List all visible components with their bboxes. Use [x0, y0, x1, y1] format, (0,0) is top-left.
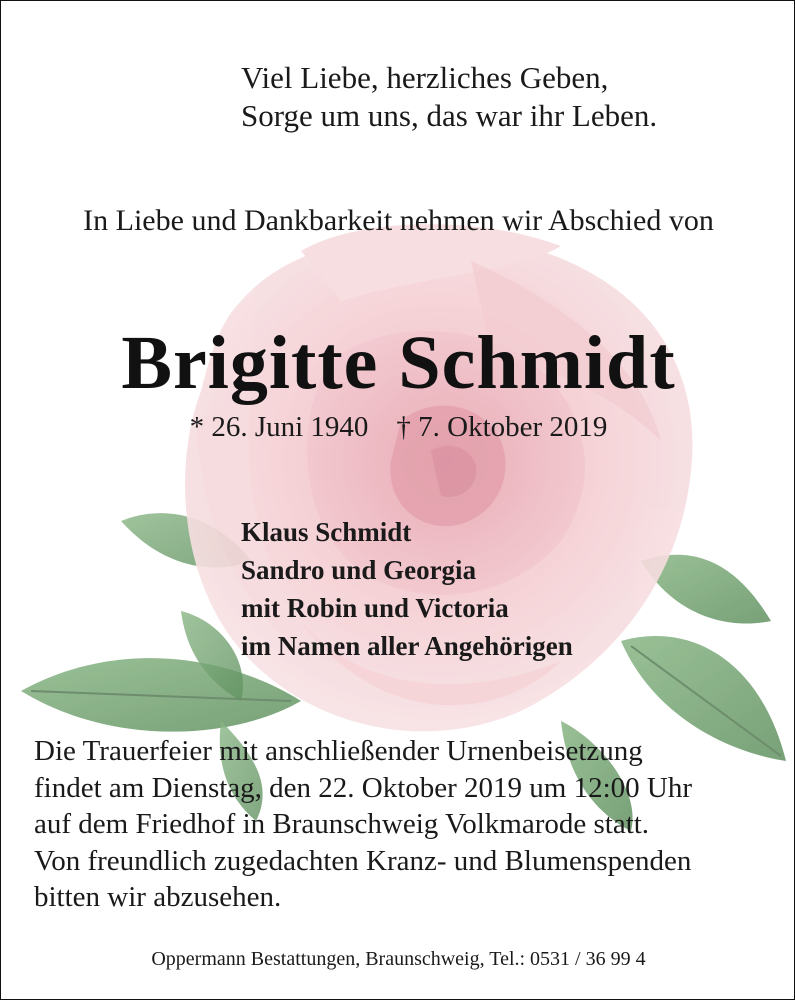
mourners-list: [241, 513, 573, 665]
verse-line: Viel Liebe, herzliches Geben,: [241, 60, 609, 95]
service-line: findet am Dienstag, den 22. Oktober 2019 um 12:00 Uhr: [34, 771, 693, 804]
mourner-line: Klaus Schmidt: [241, 517, 412, 547]
verse-line: Sorge um uns, das war ihr Leben.: [241, 98, 658, 133]
mourner-line: Sandro und Georgia: [241, 555, 477, 585]
verse: [241, 59, 657, 135]
death-date: † 7. Oktober 2019: [396, 411, 608, 443]
birth-date: * 26. Juni 1940: [189, 411, 369, 443]
service-line: Die Trauerfeier mit anschließender Urnenbeisetzung: [34, 735, 643, 767]
funeral-home-footer: Oppermann Bestattungen, Braunschweig, Tel.: 0531 / 36 99 4: [151, 948, 646, 970]
deceased-name: Brigitte Schmidt: [121, 321, 676, 405]
service-line: bitten wir abzusehen.: [34, 881, 282, 913]
mourner-line: im Namen aller Angehörigen: [241, 631, 573, 661]
service-line: Von freundlich zugedachten Kranz- und Blumenspenden: [34, 844, 692, 877]
mourner-line: mit Robin und Victoria: [241, 593, 509, 623]
funeral-service-info: [34, 733, 692, 916]
service-line: auf dem Friedhof in Braunschweig Volkmarode statt.: [34, 808, 650, 840]
life-dates: [1, 409, 795, 445]
intro-text: In Liebe und Dankbarkeit nehmen wir Abschied von: [83, 204, 714, 237]
